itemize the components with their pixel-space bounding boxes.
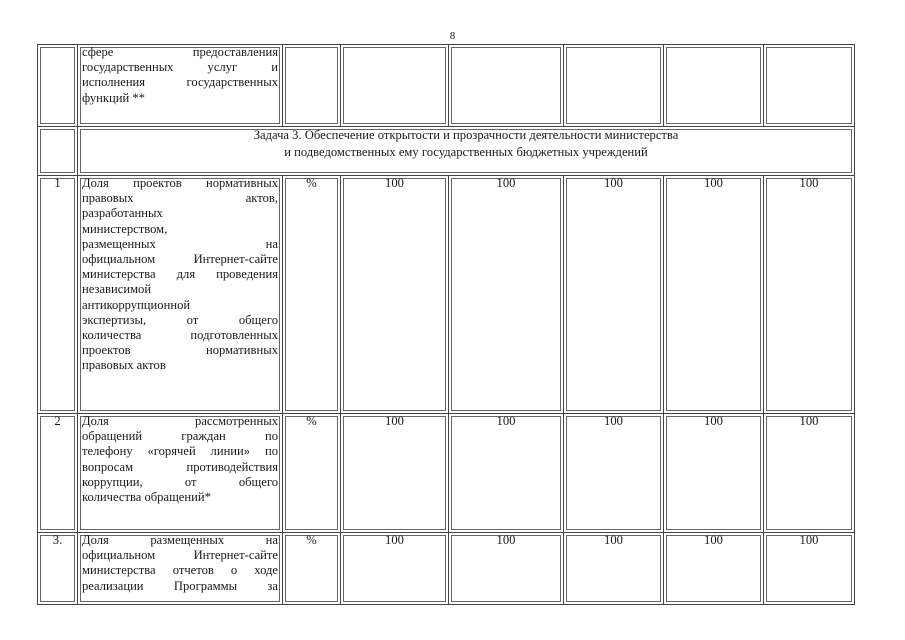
cell-num [38,45,78,127]
desc-line: телефону «горячей линии» по [82,444,278,459]
cell-value: 100 [449,176,564,414]
cell-value: 100 [564,176,664,414]
desc-line: коррупции, от общего [82,474,278,489]
cell-description [78,533,283,605]
desc-line: сфере предоставления [82,45,278,59]
desc-line: экспертизы, от общего [82,312,278,327]
desc-line: официальном Интернет-сайте [82,252,278,267]
desc-line: правовых актов, [82,191,278,206]
desc-line: обращений граждан по [82,429,278,444]
cell-value: 100 [764,533,855,605]
cell-value: 100 [664,176,764,414]
cell-value [664,45,764,127]
cell-value: 100 [564,414,664,533]
cell-value: 100 [341,176,449,414]
desc-line: министерства для проведения [82,267,278,282]
desc-line: количества обращений* [82,490,211,505]
desc-line: разработанных [82,206,163,221]
desc-line: правовых актов [82,358,166,373]
cell-unit [283,45,341,127]
desc-line: реализации Программы за [82,578,278,593]
desc-line: проектов нормативных [82,343,278,358]
task-heading-line: Задача 3. Обеспечение открытости и прозрачности деятельности министерства [253,128,679,142]
row-number: 3. [38,533,78,605]
cell-value: 100 [564,533,664,605]
cell-value: 100 [341,414,449,533]
continuation-row [38,45,855,127]
table-row [38,414,855,533]
cell-description [78,414,283,533]
page-number: 8 [449,30,456,42]
cell-value [341,45,449,127]
desc-line: независимой [82,282,152,297]
cell-value [564,45,664,127]
desc-line: официальном Интернет-сайте [82,548,278,563]
cell-value: 100 [664,414,764,533]
desc-line: Доля проектов нормативных [82,176,278,190]
cell-num [38,127,78,176]
cell-unit: % [283,533,341,605]
cell-unit: % [283,176,341,414]
desc-line: исполнения государственных [82,75,278,90]
desc-line: функций ** [82,90,145,105]
task-heading-row [38,127,855,176]
cell-value [449,45,564,127]
cell-value: 100 [764,414,855,533]
desc-line: размещенных на [82,236,278,251]
desc-line: количества подготовленных [82,328,278,343]
desc-line: министерства отчетов о ходе [82,563,278,578]
task-heading [78,127,855,176]
task-heading-line: и подведомственных ему государственных бюджетных учреждений [284,145,648,159]
cell-value: 100 [764,176,855,414]
desc-line: Доля рассмотренных [82,414,278,428]
cell-description [78,45,283,127]
cell-description [78,176,283,414]
desc-line: государственных услуг и [82,60,278,75]
row-number: 2 [38,414,78,533]
desc-line: вопросам противодействия [82,459,278,474]
row-number: 1 [38,176,78,414]
cell-value: 100 [341,533,449,605]
desc-line: антикоррупционной [82,297,191,312]
cell-unit: % [283,414,341,533]
table-row [38,533,855,605]
desc-line: Доля размещенных на [82,533,278,547]
cell-value: 100 [449,414,564,533]
cell-value: 100 [664,533,764,605]
cell-value [764,45,855,127]
desc-line: министерством, [82,221,168,236]
cell-value: 100 [449,533,564,605]
table-row [38,176,855,414]
indicators-table [37,44,855,605]
